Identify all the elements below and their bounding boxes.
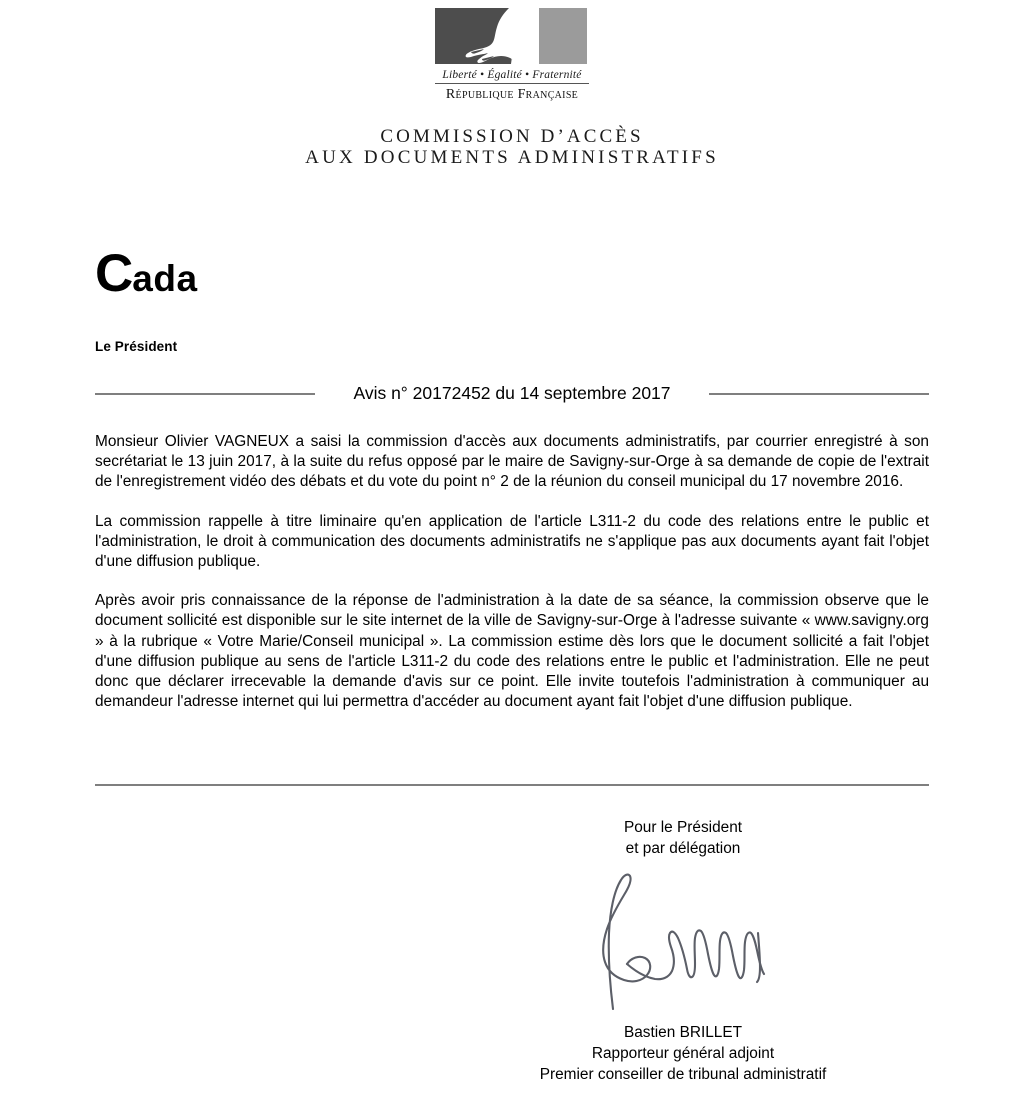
paragraph-saisine: Monsieur Olivier VAGNEUX a saisi la commission d'accès aux documents administratifs, par courrier enregistré à son secrétariat le 13 juin 2017, à la suite du refus opposé par le maire de Savigny-sur-Orge à sa demande de copie de l'extrait de l'enregistrement vidéo des débats et du vote du point n° 2 de la réunion du conseil municipal du 17 novembre 2016. — [95, 433, 929, 491]
paragraph-rappel-liminaire: La commission rappelle à titre liminaire qu'en application de l'article L311-2 du code des relations entre le public et l'administration, le droit à communication des documents administratifs ne s'applique pas aux documents ayant fait l'objet d'une diffusion publique. — [95, 512, 929, 571]
marianne-profile-icon — [435, 8, 587, 64]
signatory-title: Premier conseiller de tribunal administratif — [539, 1065, 827, 1083]
commission-heading-line1: COMMISSION D’ACCÈS — [380, 126, 644, 147]
handwritten-signature-image — [583, 867, 783, 1015]
delegation-line-2: et par délégation — [625, 839, 741, 857]
signature-block — [520, 818, 846, 1085]
republic-name: République Française — [445, 87, 579, 102]
avis-title: Avis n° 20172452 du 14 septembre 2017 — [353, 383, 671, 403]
avis-title-row — [95, 383, 929, 404]
cada-wordmark-initial: C — [95, 244, 133, 303]
document-body — [95, 432, 929, 712]
avis-rule-right — [709, 393, 929, 395]
avis-rule-left — [95, 393, 315, 395]
paragraph-conclusion: Après avoir pris connaissance de la réponse de l'administration à la date de sa séance, la commission observe que le document sollicité est disponible sur le site internet de la ville de Savigny-sur-Orge à l'adresse suivante « www.savigny.org » à la rubrique « Votre Marie/Conseil municipal ». La commission estime dès lors que le document sollicité a fait l'objet d'une diffusion publique au sens de l'article L311-2 du code des relations entre le public et l'administration. Elle ne peut donc que déclarer irrecevable la demande d'avis sur ce point. Elle invite toutefois l'administration à communiquer au demandeur l'adresse internet qui lui permettra d'accéder au document ayant fait l'objet d'une diffusion publique. — [95, 592, 929, 711]
commission-heading-line2: AUX DOCUMENTS ADMINISTRATIFS — [305, 147, 719, 168]
commission-heading — [0, 126, 1024, 168]
bottom-separator-rule — [95, 784, 929, 786]
president-label: Le Président — [95, 339, 178, 354]
signatory-name: Bastien BRILLET — [623, 1024, 743, 1041]
cada-wordmark — [95, 244, 198, 303]
cada-wordmark-remainder: ada — [132, 258, 198, 299]
delegation-line-1: Pour le Président — [623, 819, 743, 836]
signatory-role: Rapporteur général adjoint — [591, 1044, 775, 1062]
republic-logo-block — [435, 8, 589, 103]
republic-motto: Liberté • Égalité • Fraternité — [435, 69, 589, 84]
signatory-details — [520, 1023, 846, 1085]
